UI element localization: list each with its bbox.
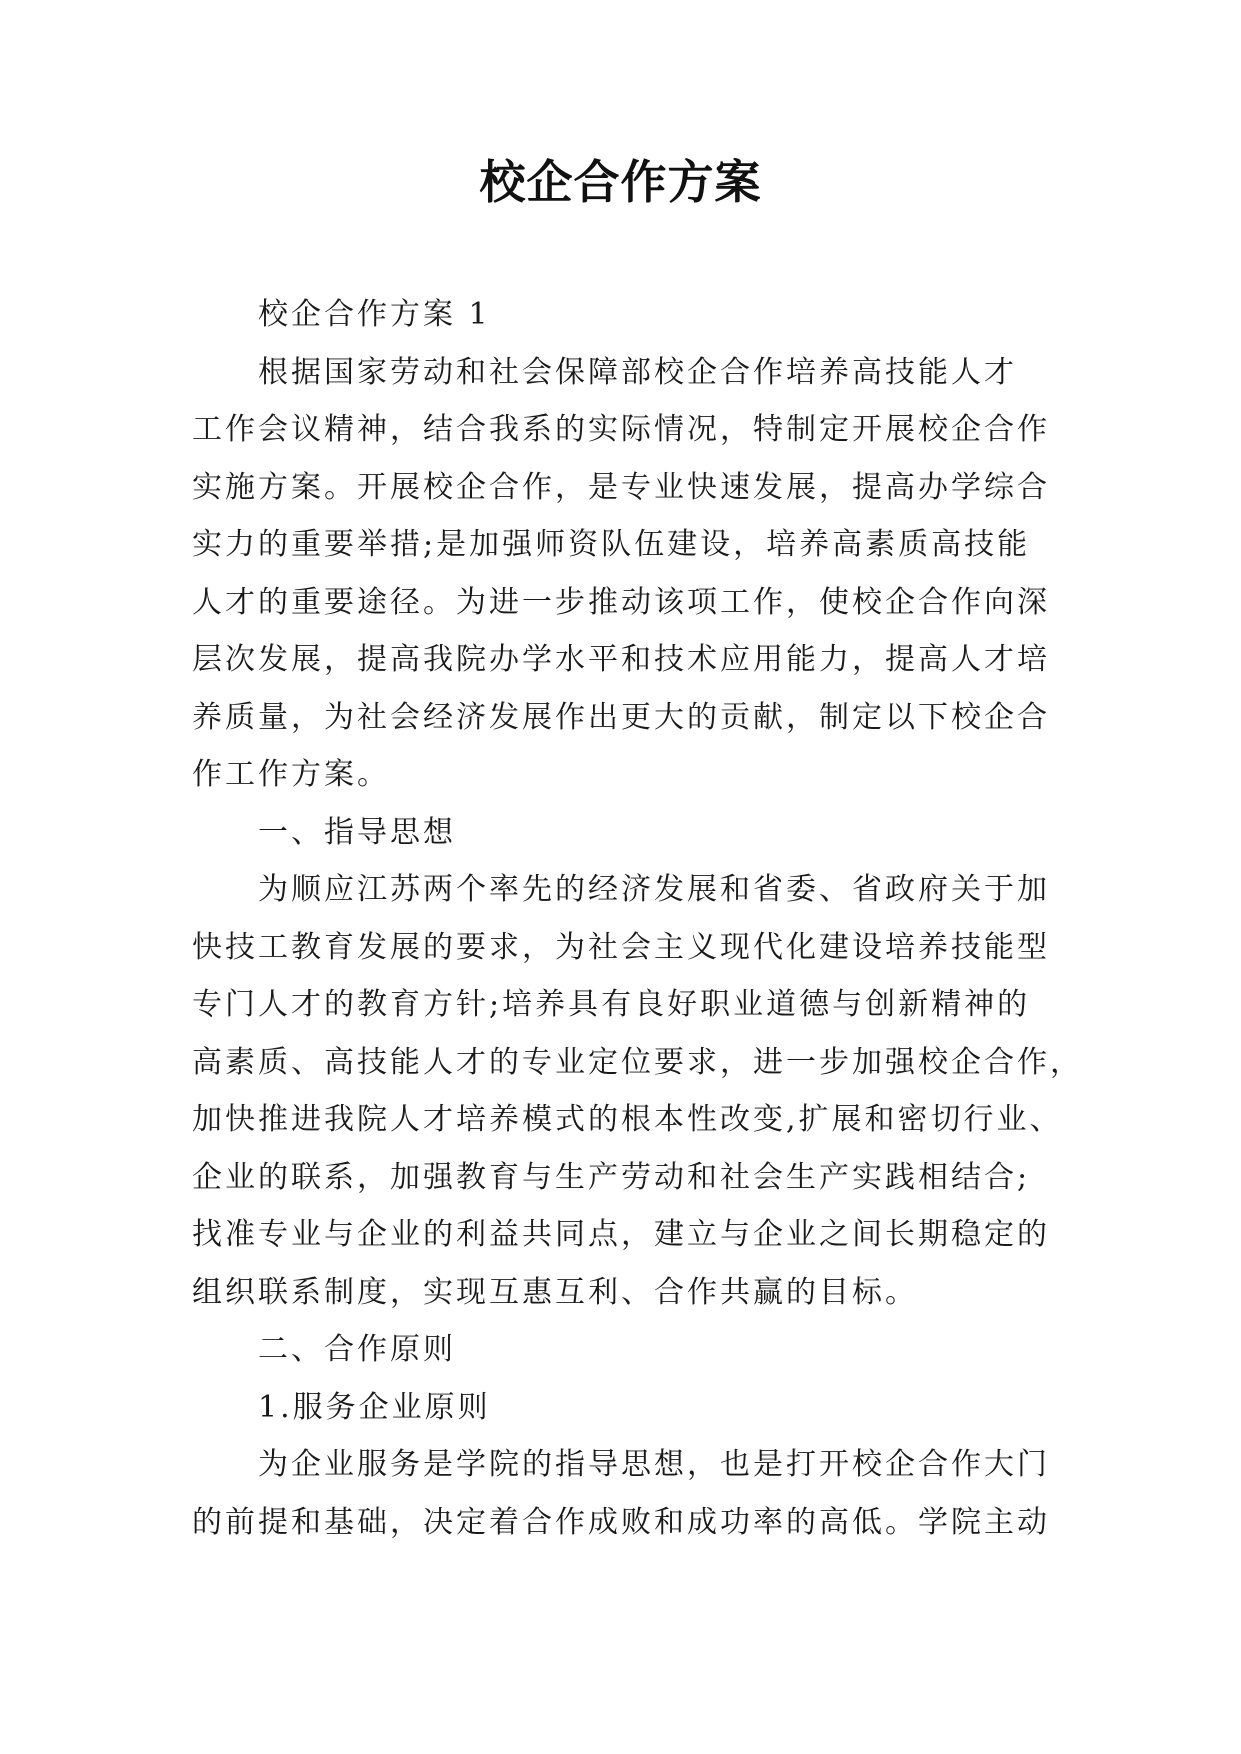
intro-line: 层次发展，提高我院办学水平和技术应用能力，提高人才培 <box>192 642 1050 677</box>
guiding-line: 高素质、高技能人才的专业定位要求，进一步加强校企合作， <box>192 1044 1083 1080</box>
intro-line: 作工作方案。 <box>192 757 390 792</box>
plan-heading <box>192 286 1052 344</box>
guiding-line: 企业的联系，加强教育与生产劳动和社会生产实践相结合; <box>192 1159 1031 1195</box>
guiding-line: 为顺应江苏两个率先的经济发展和省委、省政府关于加 <box>258 872 1050 907</box>
intro-line: 根据国家劳动和社会保障部校企合作培养高技能人才 <box>258 354 1017 390</box>
service-paragraph <box>192 1436 1052 1551</box>
intro-line: 实施方案。开展校企合作，是专业快速发展，提高办学综合 <box>192 469 1050 505</box>
intro-line: 养质量，为社会经济发展作出更大的贡献，制定以下校企合 <box>192 699 1050 735</box>
guiding-line: 快技工教育发展的要求，为社会主义现代化建设培养技能型 <box>192 929 1050 965</box>
section-heading-guiding <box>192 804 1052 862</box>
guiding-line: 找准专业与企业的利益共同点，建立与企业之间长期稳定的 <box>192 1217 1050 1252</box>
subheading-service-principle <box>192 1379 1052 1437</box>
document-title: 校企合作方案 <box>479 155 762 209</box>
guiding-paragraph <box>192 861 1083 1321</box>
intro-paragraph <box>192 344 1052 804</box>
section-heading-principles <box>192 1321 1052 1379</box>
service-line: 为企业服务是学院的指导思想，也是打开校企合作大门 <box>258 1447 1050 1482</box>
plan-heading-text: 校企合作方案 1 <box>258 297 491 332</box>
section-heading-text: 二、合作原则 <box>258 1332 456 1367</box>
intro-line: 工作会议精神，结合我系的实际情况，特制定开展校企合作 <box>192 412 1050 447</box>
guiding-line: 专门人才的教育方针;培养具有良好职业道德与创新精神的 <box>192 987 1031 1022</box>
service-line: 的前提和基础，决定着合作成败和成功率的高低。学院主动 <box>192 1504 1050 1540</box>
subheading-text: 1.服务企业原则 <box>258 1389 491 1425</box>
guiding-line: 组织联系制度，实现互惠互利、合作共赢的目标。 <box>192 1274 918 1310</box>
section-heading-text: 一、指导思想 <box>258 814 456 850</box>
document-body <box>192 286 1083 1551</box>
intro-line: 实力的重要举措;是加强师资队伍建设，培养高素质高技能 <box>192 527 1031 562</box>
guiding-line: 加快推进我院人才培养模式的根本性改变,扩展和密切行业、 <box>192 1102 1063 1137</box>
intro-line: 人才的重要途径。为进一步推动该项工作，使校企合作向深 <box>192 584 1050 620</box>
